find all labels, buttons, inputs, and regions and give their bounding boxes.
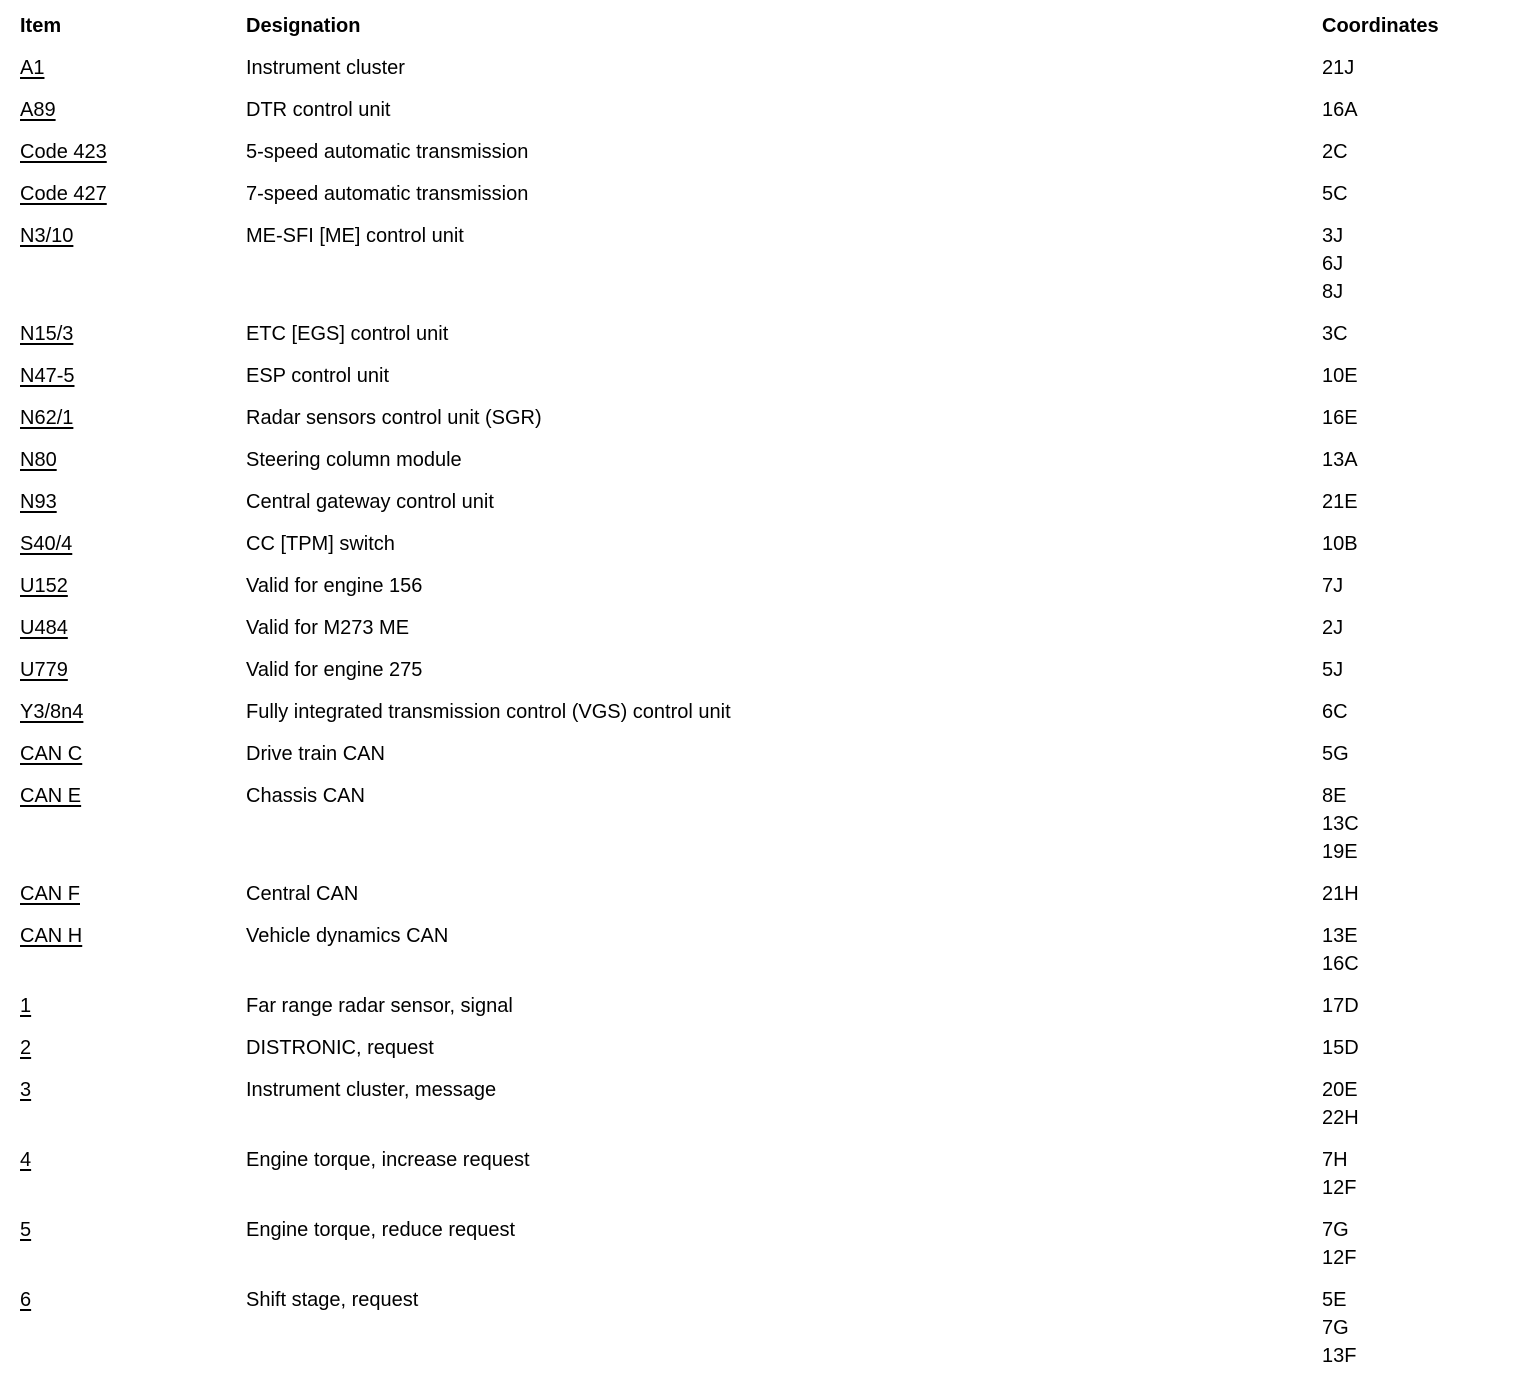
coordinates-cell [1322,992,1500,1020]
designation-text: Instrument cluster [246,57,405,79]
coordinates-cell [1322,222,1500,306]
table-row [20,740,1500,768]
table-row [20,782,1500,866]
table-row [20,404,1500,432]
coordinate-line: 15D [1322,1037,1359,1059]
coordinate-line: 22H [1322,1107,1359,1129]
header-item: Item [20,15,62,37]
table-row [20,1034,1500,1062]
designation-text: Engine torque, increase request [246,1149,530,1171]
designation-text: 5-speed automatic transmission [246,141,529,163]
table-row [20,446,1500,474]
designation-text: ETC [EGS] control unit [246,323,449,345]
designation-text: Central CAN [246,883,359,905]
item-cell [20,656,246,684]
coordinate-line: 12F [1322,1177,1357,1199]
coordinate-line: 13A [1322,449,1358,471]
item-link[interactable]: CAN F [20,883,80,905]
header-coordinates: Coordinates [1322,15,1439,37]
table-row [20,880,1500,908]
coordinate-line: 7J [1322,575,1344,597]
coordinate-line: 21H [1322,883,1359,905]
item-link[interactable]: Y3/8n4 [20,701,84,723]
item-link[interactable]: U152 [20,575,68,597]
coordinates-cell [1322,1076,1500,1132]
table-row [20,222,1500,306]
item-cell [20,1034,246,1062]
item-link[interactable]: 4 [20,1149,32,1171]
coordinates-cell [1322,740,1500,768]
legend-table [20,12,1500,1370]
designation-text: Valid for engine 275 [246,659,423,681]
item-link[interactable]: 1 [20,995,32,1017]
table-row [20,362,1500,390]
coordinate-line: 10B [1322,533,1358,555]
coordinate-line: 7G [1322,1219,1349,1241]
item-cell [20,992,246,1020]
item-cell [20,572,246,600]
item-link[interactable]: 5 [20,1219,32,1241]
coordinates-cell [1322,530,1500,558]
coordinates-cell [1322,922,1500,978]
coordinates-cell [1322,880,1500,908]
table-row [20,530,1500,558]
coordinate-line: 20E [1322,1079,1358,1101]
designation-text: Engine torque, reduce request [246,1219,516,1241]
table-header-row [20,12,1500,40]
item-link[interactable]: A1 [20,57,45,79]
table-row [20,1146,1500,1202]
table-row [20,1286,1500,1370]
item-cell [20,320,246,348]
coordinate-line: 7G [1322,1317,1349,1339]
designation-text: Far range radar sensor, signal [246,995,513,1017]
coordinate-line: 16E [1322,407,1358,429]
coordinate-line: 2C [1322,141,1348,163]
table-row [20,138,1500,166]
designation-text: Valid for engine 156 [246,575,423,597]
designation-text: Radar sensors control unit (SGR) [246,407,542,429]
item-link[interactable]: 2 [20,1037,32,1059]
item-link[interactable]: N80 [20,449,57,471]
item-link[interactable]: N62/1 [20,407,74,429]
coordinates-cell [1322,138,1500,166]
table-row [20,1076,1500,1132]
coordinates-cell [1322,1146,1500,1202]
designation-text: CC [TPM] switch [246,533,395,555]
table-row [20,1216,1500,1272]
item-link[interactable]: Code 427 [20,183,107,205]
coordinates-cell [1322,96,1500,124]
coordinates-cell [1322,1034,1500,1062]
coordinate-line: 16A [1322,99,1358,121]
item-cell [20,488,246,516]
coordinate-line: 5E [1322,1289,1347,1311]
item-link[interactable]: U484 [20,617,68,639]
coordinate-line: 16C [1322,953,1359,975]
coordinates-cell [1322,446,1500,474]
coordinates-cell [1322,614,1500,642]
designation-text: Instrument cluster, message [246,1079,497,1101]
item-link[interactable]: CAN E [20,785,82,807]
item-link[interactable]: 3 [20,1079,32,1101]
item-cell [20,180,246,208]
designation-text: 7-speed automatic transmission [246,183,529,205]
table-row [20,992,1500,1020]
table-body [20,54,1500,1370]
coordinates-cell [1322,362,1500,390]
item-cell [20,1216,246,1244]
table-row [20,656,1500,684]
designation-text: Shift stage, request [246,1289,419,1311]
item-link[interactable]: U779 [20,659,68,681]
coordinates-cell [1322,698,1500,726]
item-link[interactable]: S40/4 [20,533,73,555]
item-cell [20,362,246,390]
coordinate-line: 5C [1322,183,1348,205]
item-cell [20,222,246,250]
coordinates-cell [1322,1216,1500,1272]
coordinate-line: 13C [1322,813,1359,835]
coordinates-cell [1322,782,1500,866]
item-link[interactable]: N15/3 [20,323,74,345]
designation-text: Fully integrated transmission control (VGS) control unit [246,701,731,723]
item-cell [20,1146,246,1174]
coordinates-cell [1322,488,1500,516]
table-row [20,698,1500,726]
item-cell [20,138,246,166]
coordinates-cell [1322,180,1500,208]
item-cell [20,1286,246,1314]
item-cell [20,446,246,474]
coordinate-line: 5G [1322,743,1349,765]
coordinate-line: 6C [1322,701,1348,723]
table-row [20,96,1500,124]
designation-text: Central gateway control unit [246,491,494,513]
coordinate-line: 13F [1322,1345,1357,1367]
coordinate-line: 3J [1322,225,1344,247]
coordinate-line: 5J [1322,659,1344,681]
item-link[interactable]: N47-5 [20,365,75,387]
coordinate-line: 21E [1322,491,1358,513]
table-row [20,922,1500,978]
designation-text: Vehicle dynamics CAN [246,925,449,947]
item-link[interactable]: 6 [20,1289,32,1311]
coordinate-line: 21J [1322,57,1355,79]
item-link[interactable]: A89 [20,99,56,121]
coordinate-line: 2J [1322,617,1344,639]
coordinates-cell [1322,54,1500,82]
item-link[interactable]: CAN H [20,925,83,947]
item-cell [20,922,246,950]
item-cell [20,404,246,432]
designation-text: Valid for M273 ME [246,617,410,639]
coordinates-cell [1322,1286,1500,1370]
table-row [20,614,1500,642]
item-cell [20,698,246,726]
coordinates-cell [1322,320,1500,348]
item-link[interactable]: N3/10 [20,225,74,247]
designation-text: ESP control unit [246,365,390,387]
coordinate-line: 19E [1322,841,1358,863]
coordinates-cell [1322,572,1500,600]
item-link[interactable]: CAN C [20,743,83,765]
table-row [20,320,1500,348]
coordinate-line: 3C [1322,323,1348,345]
designation-text: DTR control unit [246,99,391,121]
item-link[interactable]: Code 423 [20,141,107,163]
coordinate-line: 8E [1322,785,1347,807]
item-cell [20,740,246,768]
coordinate-line: 7H [1322,1149,1348,1171]
table-row [20,54,1500,82]
coordinate-line: 12F [1322,1247,1357,1269]
coordinate-line: 13E [1322,925,1358,947]
item-cell [20,54,246,82]
item-cell [20,1076,246,1104]
designation-text: Steering column module [246,449,462,471]
coordinate-line: 6J [1322,253,1344,275]
table-row [20,180,1500,208]
coordinates-cell [1322,656,1500,684]
item-link[interactable]: N93 [20,491,57,513]
designation-text: ME-SFI [ME] control unit [246,225,464,247]
table-row [20,488,1500,516]
item-cell [20,96,246,124]
item-cell [20,614,246,642]
item-cell [20,782,246,810]
coordinates-cell [1322,404,1500,432]
designation-text: DISTRONIC, request [246,1037,434,1059]
designation-text: Chassis CAN [246,785,365,807]
item-cell [20,880,246,908]
table-row [20,572,1500,600]
header-designation: Designation [246,15,361,37]
coordinate-line: 17D [1322,995,1359,1017]
coordinate-line: 10E [1322,365,1358,387]
designation-text: Drive train CAN [246,743,385,765]
item-cell [20,530,246,558]
coordinate-line: 8J [1322,281,1344,303]
